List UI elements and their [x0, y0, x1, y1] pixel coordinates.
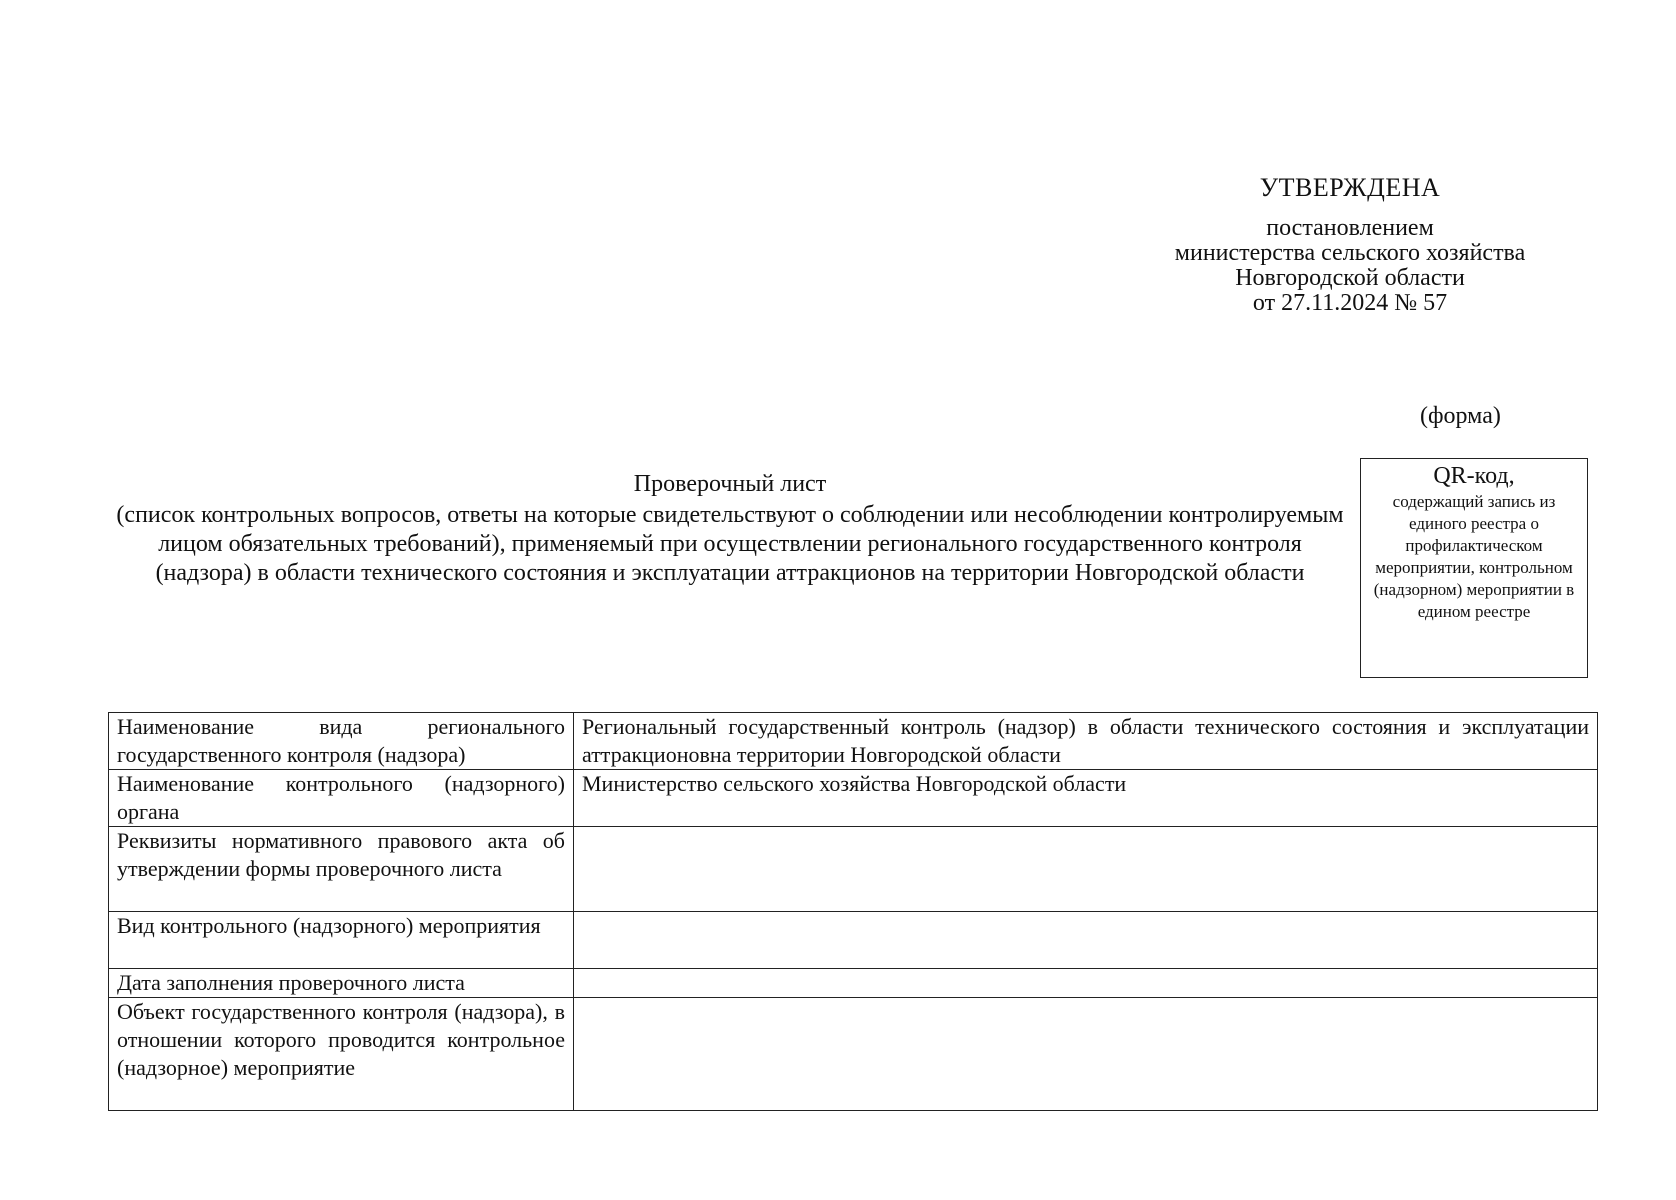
approval-line: от 27.11.2024 № 57: [1252, 290, 1448, 316]
row-value: Региональный государственный контроль (надзор) в области технического состояния и эксплуатации аттракционовна территории Новгородской области: [574, 713, 1598, 770]
qr-code-title: QR-код,: [1433, 463, 1515, 489]
row-label: Наименование вида регионального государственного контроля (надзора): [109, 713, 574, 770]
approval-line: министерства сельского хозяйства: [1174, 240, 1526, 266]
document-title-block: [110, 470, 1350, 588]
row-value: [574, 912, 1598, 969]
row-label: Дата заполнения проверочного листа: [109, 969, 574, 998]
table-row: [109, 912, 1598, 969]
table-row: [109, 998, 1598, 1111]
table-row: [109, 827, 1598, 912]
approval-heading: УТВЕРЖДЕНА: [1259, 173, 1441, 202]
row-label: Наименование контрольного (надзорного) органа: [109, 770, 574, 827]
approval-line: постановлением: [1266, 215, 1434, 241]
qr-code-placeholder: [1360, 458, 1588, 678]
table-row: [109, 770, 1598, 827]
checklist-info-table: [108, 712, 1598, 1111]
row-value: Министерство сельского хозяйства Новгородской области: [574, 770, 1598, 827]
document-title: Проверочный лист: [633, 471, 827, 497]
approval-stamp: [1130, 172, 1570, 316]
row-label: Реквизиты нормативного правового акта об утверждении формы проверочного листа: [109, 827, 574, 912]
document-subtitle: (список контрольных вопросов, ответы на которые свидетельствуют о соблюдении или несоблюдении контролируемым лицом обязательных требований), применяемый при осуществлении регионального государственного контроля (надзора) в области технического состояния и эксплуатации аттракционов на территории Новгородской области: [116, 502, 1344, 586]
row-value: [574, 969, 1598, 998]
row-value: [574, 827, 1598, 912]
row-label: Вид контрольного (надзорного) мероприятия: [109, 912, 574, 969]
form-label: (форма): [1420, 403, 1501, 429]
row-label: Объект государственного контроля (надзора), в отношении которого проводится контрольное (надзорное) мероприятие: [109, 998, 574, 1111]
table-row: [109, 969, 1598, 998]
row-value: [574, 998, 1598, 1111]
approval-line: Новгородской области: [1235, 265, 1465, 291]
qr-code-description: содержащий запись из единого реестра о профилактическом мероприятии, контрольном (надзорном) мероприятии в едином реестре: [1373, 492, 1575, 621]
table-row: [109, 713, 1598, 770]
